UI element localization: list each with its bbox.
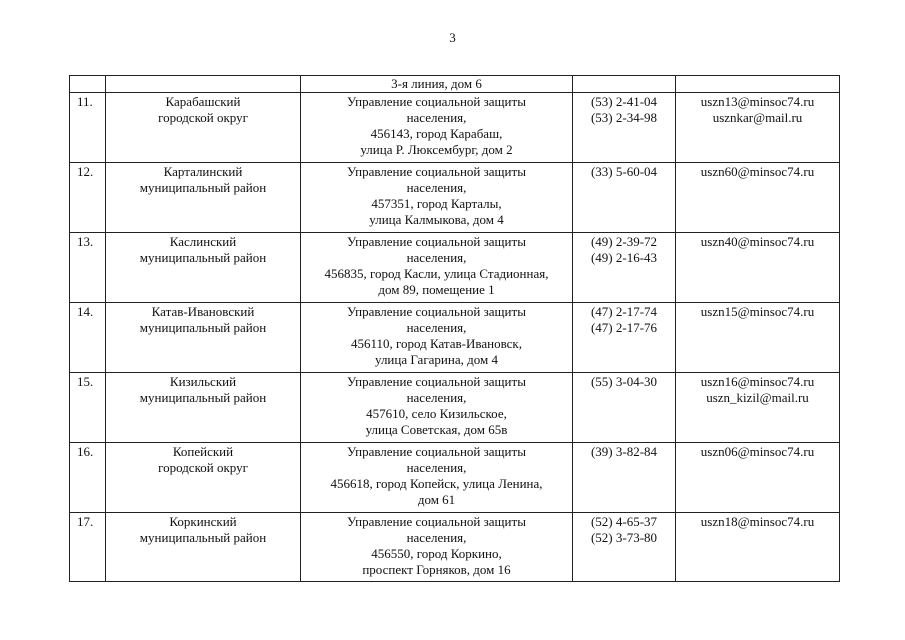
- organization-line: 456110, город Катав-Ивановск,: [350, 336, 522, 351]
- organization-line: населения,: [406, 460, 467, 475]
- cell-num: [70, 93, 106, 163]
- organization-line: Управление социальной защиты: [347, 94, 526, 109]
- organization-line: населения,: [406, 390, 467, 405]
- organization-line: улица Гагарина, дом 4: [375, 352, 498, 367]
- municipality-line: городской округ: [158, 460, 248, 475]
- cell-municipality: [106, 373, 301, 443]
- table-row: [70, 373, 840, 443]
- organization-line: 457351, город Карталы,: [371, 196, 502, 211]
- email-address: uszn06@minsoc74.ru: [700, 444, 815, 459]
- cell-organization: [301, 93, 573, 163]
- municipality-line: Карталинский: [163, 164, 243, 179]
- cell-phones: [573, 513, 676, 582]
- table-row: [70, 93, 840, 163]
- phone-number: (49) 2-39-72: [590, 234, 658, 249]
- organization-line: улица Советская, дом 65в: [365, 422, 508, 437]
- organization-line: населения,: [406, 110, 467, 125]
- cell-municipality: [106, 233, 301, 303]
- cell-emails: [676, 303, 840, 373]
- municipality-line: муниципальный район: [139, 390, 267, 405]
- phone-number: (47) 2-17-76: [590, 320, 658, 335]
- cell-emails: [676, 76, 840, 93]
- email-address: usznkar@mail.ru: [712, 110, 803, 125]
- organization-line: Управление социальной защиты: [347, 444, 526, 459]
- phone-number: (52) 4-65-37: [590, 514, 658, 529]
- cell-municipality: [106, 76, 301, 93]
- phone-number: (55) 3-04-30: [590, 374, 658, 389]
- organization-line: 456618, город Копейск, улица Ленина,: [330, 476, 543, 491]
- cell-municipality: [106, 93, 301, 163]
- organization-line: 456550, город Коркино,: [371, 546, 502, 561]
- cell-num: [70, 303, 106, 373]
- cell-emails: [676, 233, 840, 303]
- phone-number: (47) 2-17-74: [590, 304, 658, 319]
- cell-organization: [301, 443, 573, 513]
- email-address: uszn15@minsoc74.ru: [700, 304, 815, 319]
- table-row: [70, 443, 840, 513]
- organization-line: Управление социальной защиты: [347, 374, 526, 389]
- table-row: [70, 513, 840, 582]
- organization-line: дом 89, помещение 1: [378, 282, 495, 297]
- cell-municipality: [106, 163, 301, 233]
- cell-organization: [301, 233, 573, 303]
- cell-organization: [301, 373, 573, 443]
- table-row-continuation: [70, 76, 840, 93]
- organization-line: 456143, город Карабаш,: [370, 126, 503, 141]
- cell-num: [70, 513, 106, 582]
- organization-line: 456835, город Касли, улица Стадионная,: [324, 266, 549, 281]
- email-address: uszn13@minsoc74.ru: [700, 94, 815, 109]
- cell-phones: [573, 233, 676, 303]
- cell-municipality: [106, 303, 301, 373]
- organization-line: 457610, село Кизильское,: [366, 406, 507, 421]
- cell-emails: [676, 373, 840, 443]
- cell-phones: [573, 76, 676, 93]
- contacts-table: [69, 75, 840, 582]
- cell-num: [70, 76, 106, 93]
- row-number: 11.: [77, 94, 93, 109]
- cell-phones: [573, 373, 676, 443]
- phone-number: (53) 2-34-98: [590, 110, 658, 125]
- email-address: uszn40@minsoc74.ru: [700, 234, 815, 249]
- cell-organization: [301, 303, 573, 373]
- email-address: uszn16@minsoc74.ru: [700, 374, 815, 389]
- organization-line: Управление социальной защиты: [347, 234, 526, 249]
- cell-organization: [301, 163, 573, 233]
- cell-emails: [676, 163, 840, 233]
- municipality-line: городской округ: [158, 110, 248, 125]
- table-row: [70, 233, 840, 303]
- row-number: 13.: [77, 234, 94, 249]
- table-row: [70, 163, 840, 233]
- cell-num: [70, 233, 106, 303]
- organization-line: населения,: [406, 320, 467, 335]
- organization-line: населения,: [406, 530, 467, 545]
- address-line: 3-я линия, дом 6: [391, 76, 482, 91]
- municipality-line: Копейский: [172, 444, 234, 459]
- row-number: 15.: [77, 374, 94, 389]
- municipality-line: Карабашский: [165, 94, 241, 109]
- email-address: uszn_kizil@mail.ru: [706, 390, 809, 405]
- cell-organization: [301, 76, 573, 93]
- cell-phones: [573, 93, 676, 163]
- row-number: 16.: [77, 444, 94, 459]
- email-address: uszn18@minsoc74.ru: [700, 514, 815, 529]
- cell-num: [70, 443, 106, 513]
- cell-emails: [676, 513, 840, 582]
- row-number: 17.: [77, 514, 94, 529]
- page-number: 3: [449, 30, 456, 45]
- organization-line: Управление социальной защиты: [347, 514, 526, 529]
- row-number: 12.: [77, 164, 94, 179]
- municipality-line: муниципальный район: [139, 320, 267, 335]
- municipality-line: муниципальный район: [139, 530, 267, 545]
- cell-emails: [676, 93, 840, 163]
- organization-line: улица Р. Люксембург, дом 2: [360, 142, 513, 157]
- organization-line: населения,: [406, 250, 467, 265]
- municipality-line: муниципальный район: [139, 250, 267, 265]
- organization-line: улица Калмыкова, дом 4: [369, 212, 504, 227]
- cell-phones: [573, 303, 676, 373]
- organization-line: дом 61: [417, 492, 456, 507]
- phone-number: (49) 2-16-43: [590, 250, 658, 265]
- organization-line: проспект Горняков, дом 16: [362, 562, 511, 577]
- row-number: 14.: [77, 304, 94, 319]
- cell-num: [70, 373, 106, 443]
- cell-municipality: [106, 443, 301, 513]
- cell-phones: [573, 163, 676, 233]
- organization-line: Управление социальной защиты: [347, 304, 526, 319]
- municipality-line: Коркинский: [169, 514, 237, 529]
- cell-municipality: [106, 513, 301, 582]
- organization-line: Управление социальной защиты: [347, 164, 526, 179]
- cell-num: [70, 163, 106, 233]
- phone-number: (39) 3-82-84: [590, 444, 658, 459]
- municipality-line: муниципальный район: [139, 180, 267, 195]
- municipality-line: Кизильский: [169, 374, 237, 389]
- phone-number: (52) 3-73-80: [590, 530, 658, 545]
- table-row: [70, 303, 840, 373]
- email-address: uszn60@minsoc74.ru: [700, 164, 815, 179]
- organization-line: населения,: [406, 180, 467, 195]
- cell-phones: [573, 443, 676, 513]
- cell-organization: [301, 513, 573, 582]
- cell-emails: [676, 443, 840, 513]
- municipality-line: Катав-Ивановский: [151, 304, 255, 319]
- phone-number: (53) 2-41-04: [590, 94, 658, 109]
- phone-number: (33) 5-60-04: [590, 164, 658, 179]
- municipality-line: Каслинский: [169, 234, 237, 249]
